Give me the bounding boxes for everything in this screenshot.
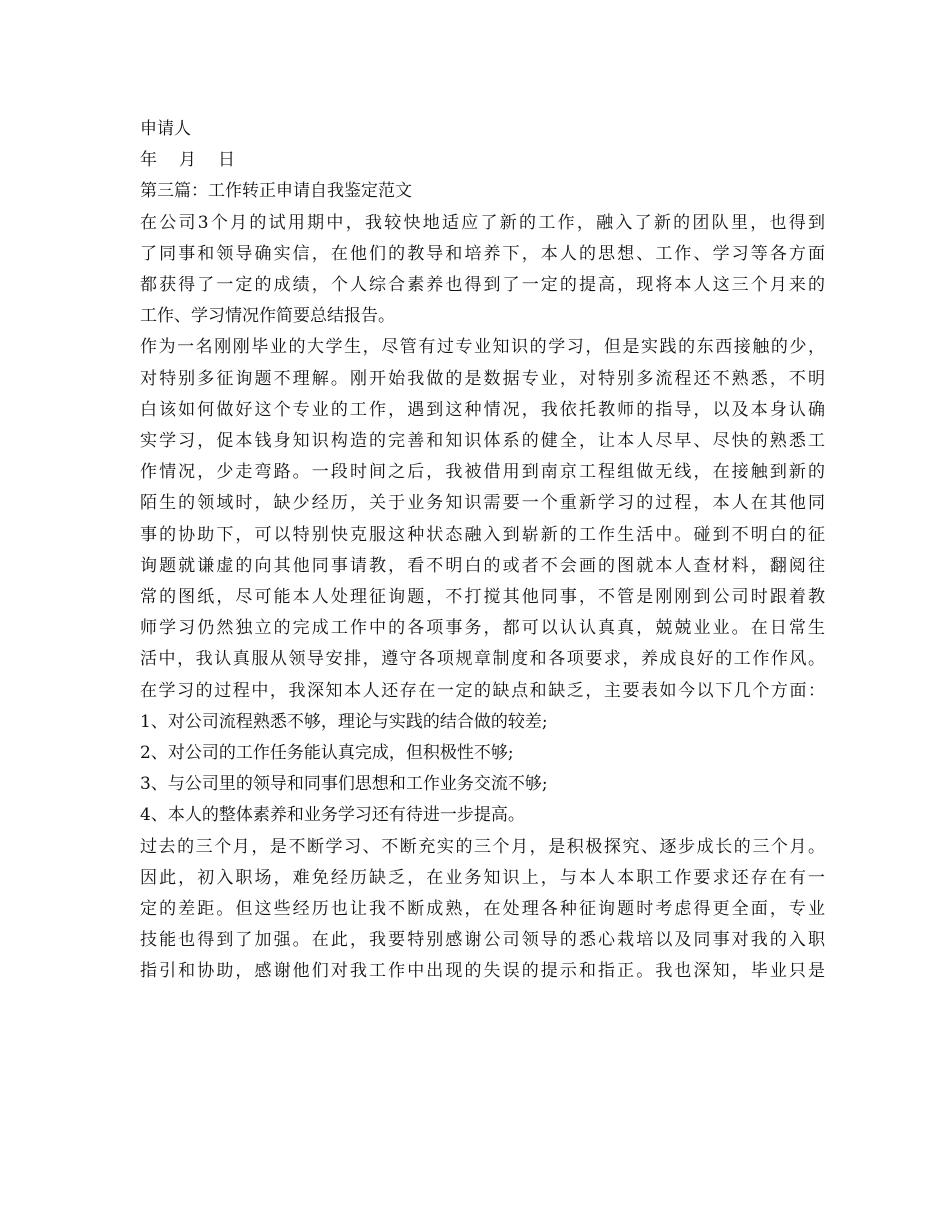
paragraph2-line: 实学习，促本钱身知识构造的完善和知识体系的健全，让本人尽早、尽快的熟悉工 bbox=[140, 431, 825, 452]
shortcoming-item: 1、对公司流程熟悉不够，理论与实践的结合做的较差; bbox=[140, 711, 548, 732]
date-day: 日 bbox=[218, 150, 235, 171]
document-body bbox=[140, 114, 825, 988]
paragraph2-line: 常的图纸，尽可能本人处理征询题，不打搅其他同事，不管是刚刚到公司时跟着教 bbox=[140, 587, 825, 608]
paragraph2-line: 作为一名刚刚毕业的大学生，尽管有过专业知识的学习，但是实践的东西接触的少， bbox=[140, 337, 825, 358]
paragraph1-line: 都获得了一定的成绩，个人综合素养也得到了一定的提高，现将本人这三个月来的 bbox=[140, 275, 825, 296]
paragraph2-line: 活中，我认真服从领导安排，遵守各项规章制度和各项要求，养成良好的工作作风。 bbox=[140, 649, 825, 670]
paragraph2-line: 事的协助下，可以特别快克服这种状态融入到崭新的工作生活中。碰到不明白的征 bbox=[140, 524, 825, 545]
paragraph4-line: 过去的三个月，是不断学习、不断充实的三个月，是积极探究、逐步成长的三个月。 bbox=[140, 836, 825, 857]
paragraph2-line: 师学习仍然独立的完成工作中的各项事务，都可以认认真真，兢兢业业。在日常生 bbox=[140, 618, 825, 639]
shortcoming-item: 3、与公司里的领导和同事们思想和工作业务交流不够; bbox=[140, 774, 548, 795]
shortcoming-item: 4、本人的整体素养和业务学习还有待进一步提高。 bbox=[140, 805, 525, 826]
paragraph2-line: 询题就谦虚的向其他同事请教，看不明白的或者不会画的图就本人查材料，翻阅往 bbox=[140, 555, 825, 576]
paragraph4-line: 指引和协助，感谢他们对我工作中出现的失误的提示和指正。我也深知，毕业只是 bbox=[140, 961, 825, 982]
date-month: 月 bbox=[179, 150, 196, 171]
date-year: 年 bbox=[140, 150, 157, 171]
shortcoming-item: 2、对公司的工作任务能认真完成，但积极性不够; bbox=[140, 743, 514, 764]
paragraph1-line: 工作、学习情况作简要总结报告。 bbox=[140, 306, 395, 327]
paragraph2-line: 作情况，少走弯路。一段时间之后，我被借用到南京工程组做无线，在接触到新的 bbox=[140, 462, 825, 483]
paragraph2-line: 对特别多征询题不理解。刚开始我做的是数据专业，对特别多流程还不熟悉，不明 bbox=[140, 368, 825, 389]
applicant-label: 申请人 bbox=[140, 119, 191, 139]
paragraph4-line: 技能也得到了加强。在此，我要特别感谢公司领导的悉心栽培以及同事对我的入职 bbox=[140, 930, 825, 951]
paragraph1-line: 在公司3个月的试用期中，我较快地适应了新的工作，融入了新的团队里，也得到 bbox=[140, 212, 825, 233]
date-line bbox=[140, 145, 825, 176]
section-title: 第三篇：工作转正申请自我鉴定范文 bbox=[140, 181, 412, 202]
paragraph2-line: 白该如何做好这个专业的工作，遇到这种情况，我依托教师的指导，以及本身认确 bbox=[140, 399, 825, 420]
paragraph4-line: 因此，初入职场，难免经历缺乏，在业务知识上，与本人本职工作要求还存在有一 bbox=[140, 867, 825, 888]
paragraph2-line: 陌生的领域时，缺少经历，关于业务知识需要一个重新学习的过程，本人在其他同 bbox=[140, 493, 825, 514]
paragraph1-line: 了同事和领导确实信，在他们的教导和培养下，本人的思想、工作、学习等各方面 bbox=[140, 243, 825, 264]
paragraph3-intro: 在学习的过程中，我深知本人还存在一定的缺点和缺乏，主要表如今以下几个方面： bbox=[140, 680, 825, 701]
paragraph4-line: 定的差距。但这些经历也让我不断成熟，在处理各种征询题时考虑得更全面，专业 bbox=[140, 899, 825, 920]
